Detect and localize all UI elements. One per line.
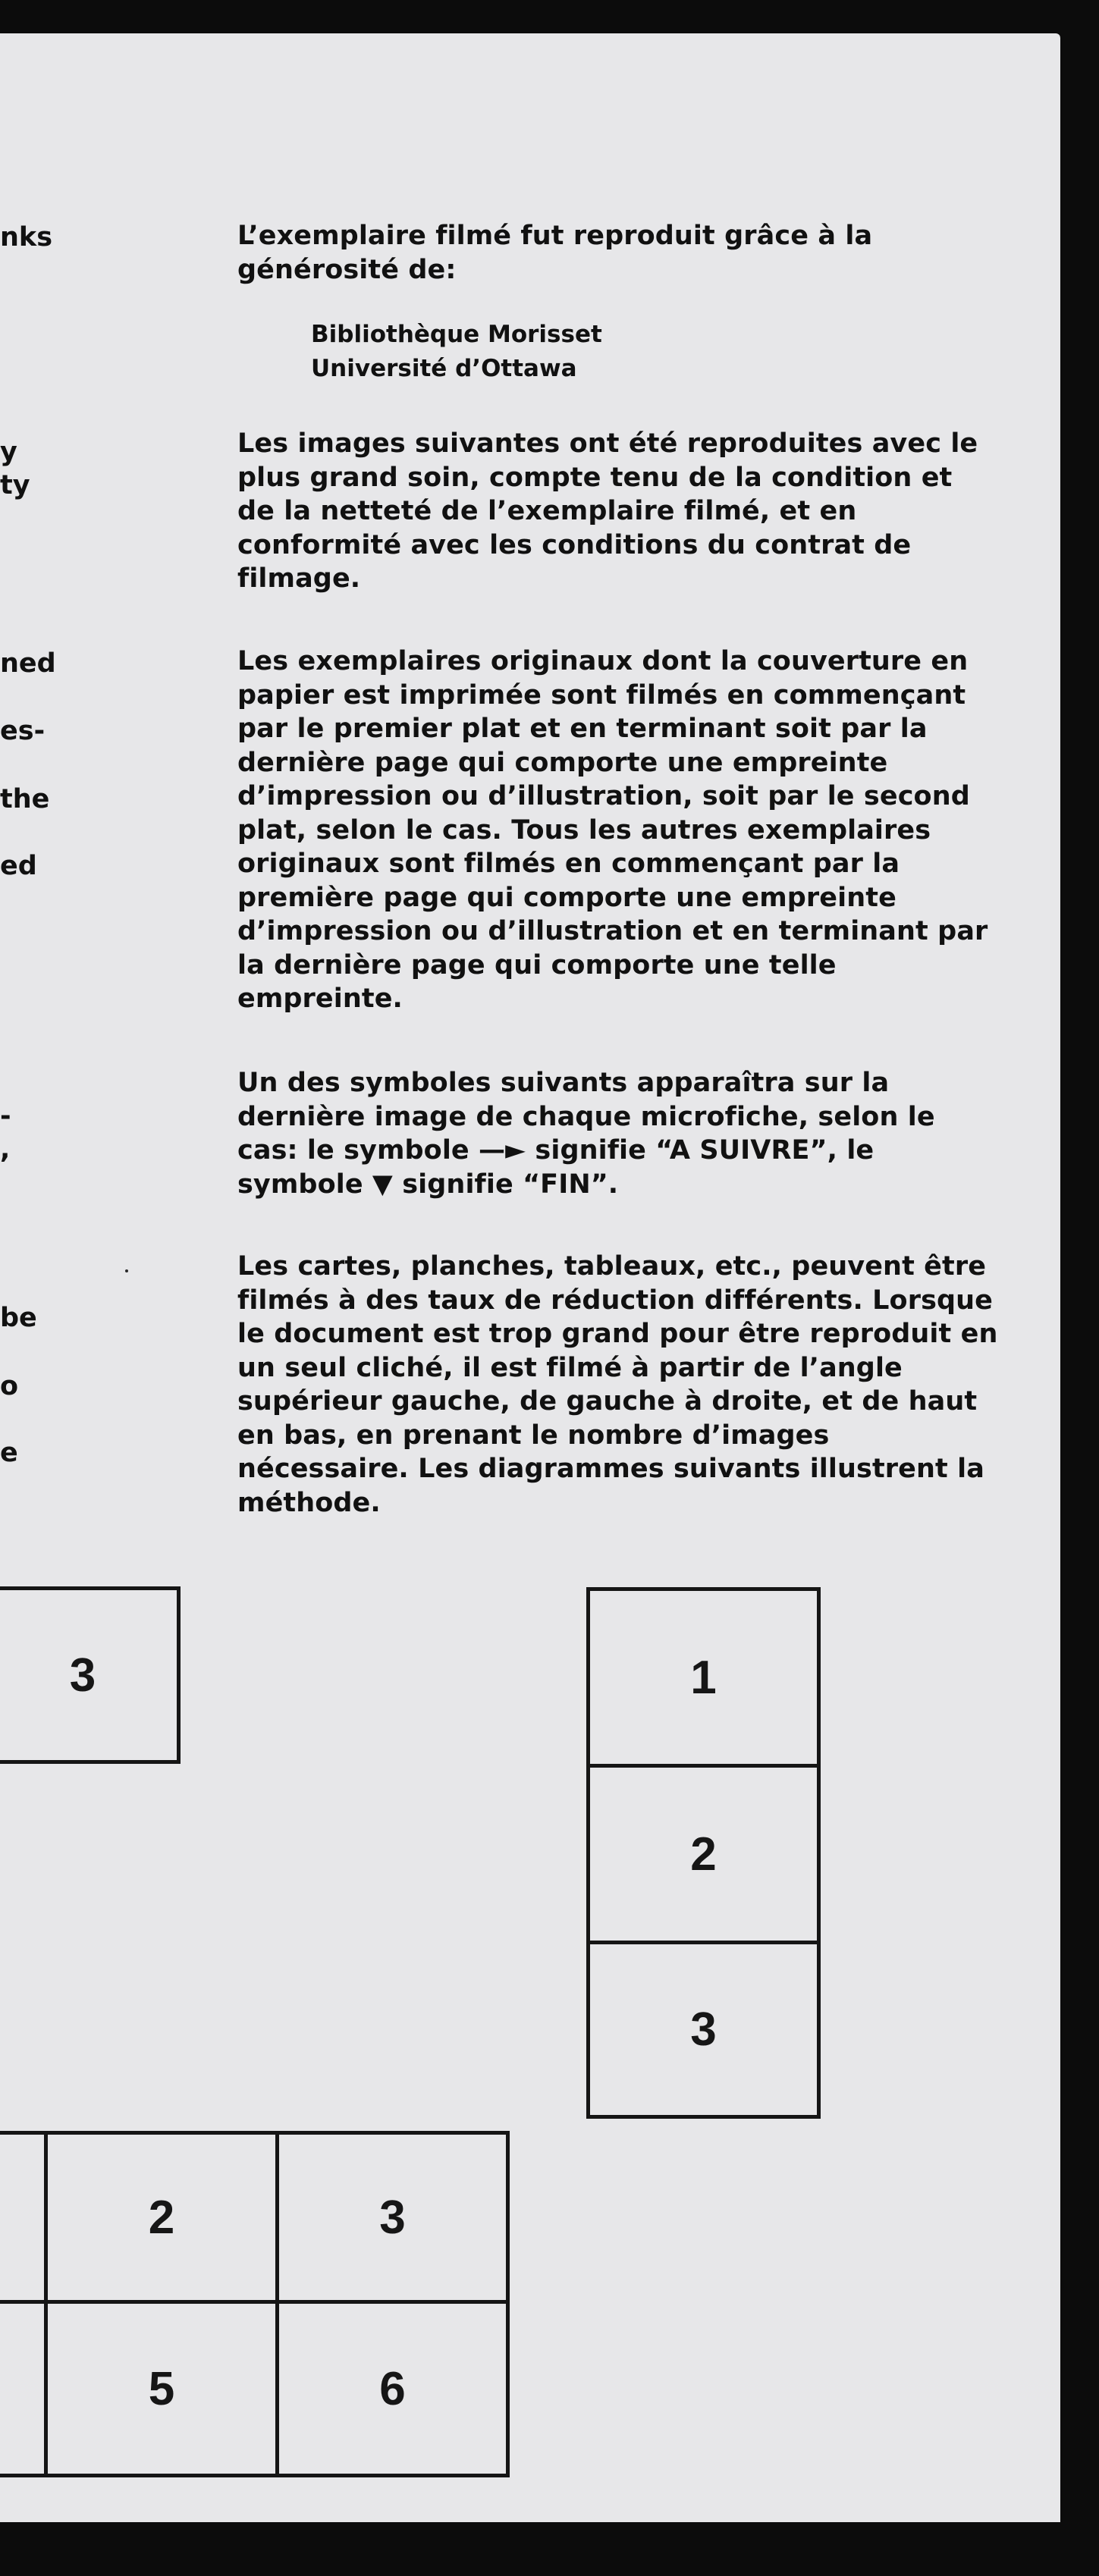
left-column-fragment: es- (0, 716, 46, 746)
left-column-fragment: ty (0, 470, 30, 500)
diagram-frame-6: 6 (275, 2300, 510, 2477)
left-column-fragment: the (0, 784, 50, 814)
paragraph-filming-quality: Les images suivantes ont été reproduites avec le plus grand soin, compte tenu de la condition et de la netteté de l’exemplaire filmé, et en conformité avec les conditions du contrat de filmage. (237, 428, 978, 594)
left-column-fragment: y (0, 437, 17, 467)
university-name: Université d’Ottawa (311, 355, 577, 382)
diagram-frame-3: 3 (586, 1941, 821, 2119)
diagram-grid-cell (0, 2131, 48, 2304)
diagram-frame-3: 3 (0, 1586, 181, 1764)
paragraph-maps-plates: Les cartes, planches, tableaux, etc., peuvent être filmés à des taux de réduction différents. Lorsque le document est trop grand pour être reproduit en un seul cliché, il est filmé à partir de l’angle supérieur gauche, de gauche à droite, et de haut en bas, en prenant le nombre d’images nécessaire. Les diagrammes suivants illustrent la méthode. (237, 1251, 998, 1518)
scan-speck (125, 1269, 128, 1272)
left-column-fragment: ed (0, 851, 37, 881)
left-column-fragment: o (0, 1371, 19, 1401)
diagram-frame-2: 2 (44, 2131, 279, 2304)
credit-line: L’exemplaire filmé fut reproduit grâce à la générosité de: (237, 221, 873, 285)
diagram-frame-2: 2 (586, 1764, 821, 1944)
left-column-fragment: nks (0, 222, 53, 253)
left-column-fragment: , (0, 1134, 11, 1165)
document-page (0, 33, 1060, 2522)
paragraph-symbols: Un des symboles suivants apparaîtra sur la dernière image de chaque microfiche, selon le cas: le symbole —► signifie “A SUIVRE”, le symbole ▼ signifie “FIN”. (237, 1068, 935, 1200)
left-column-fragment: e (0, 1438, 18, 1468)
left-column-fragment: ned (0, 648, 56, 679)
diagram-frame-5: 5 (44, 2300, 279, 2477)
diagram-frame-1: 1 (586, 1587, 821, 1768)
diagram-frame-3: 3 (275, 2131, 510, 2304)
left-column-fragment: be (0, 1303, 37, 1333)
paragraph-originals: Les exemplaires originaux dont la couverture en papier est imprimée sont filmés en commençant par le premier plat et en terminant soit par la dernière page qui comporte une empreinte d’impression ou d’illustration, soit par le second plat, selon le cas. Tous les autres exemplaires originaux sont filmés en commençant par la première page qui comporte une empreinte d’impression ou d’illustration et en terminant par la dernière page qui comporte une telle empreinte. (237, 646, 988, 1014)
left-column-fragment: - (0, 1101, 11, 1131)
diagram-grid-cell (0, 2300, 48, 2477)
library-name: Bibliothèque Morisset (311, 321, 602, 348)
